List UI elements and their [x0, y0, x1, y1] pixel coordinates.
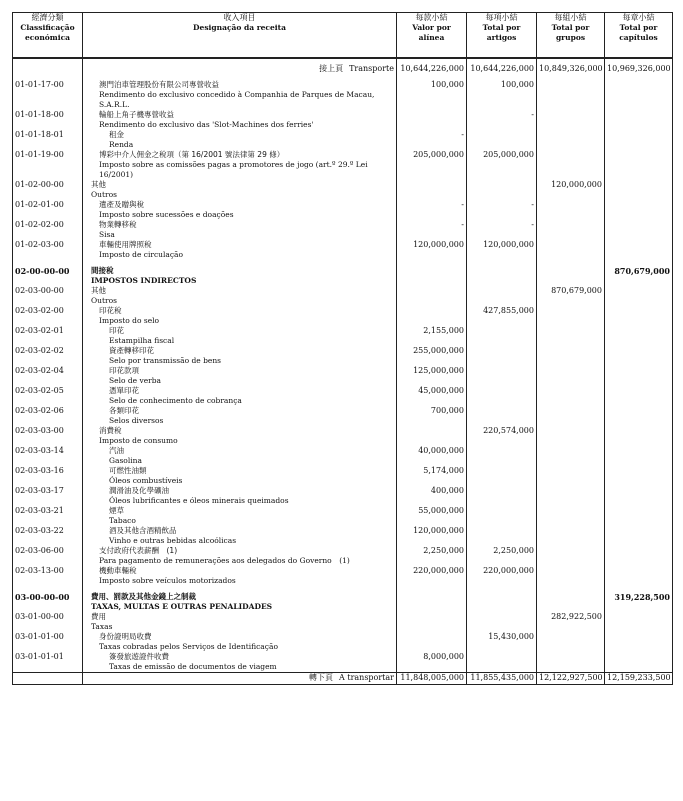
row-designation-zh: 印花 — [109, 325, 124, 335]
row-value-4 — [605, 130, 673, 150]
row-value-2 — [467, 446, 537, 466]
row-code: 02-03-02-00 — [13, 306, 83, 326]
table-row — [13, 240, 673, 260]
row-designation-zh: 租金 — [109, 129, 124, 139]
row-value-2 — [467, 266, 537, 286]
row-value-1 — [397, 612, 467, 632]
row-code: 02-03-03-16 — [13, 466, 83, 486]
row-value-3 — [537, 326, 605, 346]
row-designation-zh: 費用、罰款及其他金錢上之制裁 — [91, 591, 196, 601]
row-designation-pt: Taxas — [91, 621, 113, 631]
row-designation-zh: 其他 — [91, 285, 106, 295]
row-code: 02-03-03-22 — [13, 526, 83, 546]
row-value-2 — [467, 286, 537, 306]
row-designation-pt: Rendimento do exclusivo concedido à Companhia de Parques de Macau, S.A.R.L. — [99, 89, 375, 109]
row-value-2 — [467, 406, 537, 426]
transport-in-v4: 10,969,326,000 — [605, 64, 673, 80]
row-value-1: 8,000,000 — [397, 652, 467, 673]
header-artigos: 每項小結 Total por artigos — [467, 13, 537, 58]
table-row — [13, 592, 673, 612]
transport-out-v2: 11,855,435,000 — [467, 672, 537, 684]
row-designation — [83, 346, 397, 366]
row-code: 01-01-19-00 — [13, 150, 83, 180]
row-value-2: - — [467, 200, 537, 220]
row-value-2: - — [467, 220, 537, 240]
row-designation — [83, 486, 397, 506]
header-designation: 收入項目 Designação da receita — [83, 13, 397, 58]
row-value-4 — [605, 220, 673, 240]
row-designation — [83, 200, 397, 220]
row-value-1 — [397, 306, 467, 326]
row-code: 02-03-03-00 — [13, 426, 83, 446]
table-row — [13, 612, 673, 632]
row-designation-pt: Imposto sobre as comissões pagas a promotores de jogo (art.º 29.º Lei 16/2001) — [99, 159, 368, 179]
row-value-3 — [537, 386, 605, 406]
row-value-4 — [605, 80, 673, 110]
row-designation — [83, 150, 397, 180]
revenue-table — [12, 12, 673, 685]
row-value-2 — [467, 466, 537, 486]
row-designation-zh: 酒及其他含酒精飲品 — [109, 525, 177, 535]
row-value-2 — [467, 612, 537, 632]
transport-out-v4: 12,159,233,500 — [605, 672, 673, 684]
row-designation — [83, 286, 397, 306]
row-value-1: 700,000 — [397, 406, 467, 426]
table-row — [13, 130, 673, 150]
table-row — [13, 386, 673, 406]
row-designation-pt: Selo de conhecimento de cobrança — [109, 395, 242, 405]
row-value-1 — [397, 592, 467, 612]
row-code: 02-03-13-00 — [13, 566, 83, 586]
row-designation — [83, 426, 397, 446]
row-value-4 — [605, 346, 673, 366]
row-designation-pt: IMPOSTOS INDIRECTOS — [91, 275, 197, 285]
row-value-1 — [397, 180, 467, 200]
table-row — [13, 150, 673, 180]
row-code: 03-00-00-00 — [13, 592, 83, 612]
table-row — [13, 326, 673, 346]
row-designation — [83, 266, 397, 286]
row-designation — [83, 566, 397, 586]
row-designation-pt: Outros — [91, 295, 117, 305]
row-designation-pt: TAXAS, MULTAS E OUTRAS PENALIDADES — [91, 601, 273, 611]
row-code: 02-03-03-14 — [13, 446, 83, 466]
row-value-1: 2,250,000 — [397, 546, 467, 566]
row-value-2: 427,855,000 — [467, 306, 537, 326]
row-value-3 — [537, 566, 605, 586]
table-row — [13, 466, 673, 486]
table-row — [13, 200, 673, 220]
table-row — [13, 286, 673, 306]
row-code: 02-03-02-06 — [13, 406, 83, 426]
row-designation — [83, 180, 397, 200]
row-value-2 — [467, 130, 537, 150]
row-value-3 — [537, 220, 605, 240]
row-designation-pt: Outros — [91, 189, 117, 199]
row-designation — [83, 446, 397, 466]
row-value-3 — [537, 200, 605, 220]
row-value-1: 45,000,000 — [397, 386, 467, 406]
row-value-2: 220,000,000 — [467, 566, 537, 586]
table-row — [13, 426, 673, 446]
row-designation-pt: Vinho e outras bebidas alcoólicas — [109, 535, 237, 545]
row-value-3 — [537, 306, 605, 326]
table-row — [13, 566, 673, 586]
budget-page — [12, 12, 672, 792]
row-code: 01-02-03-00 — [13, 240, 83, 260]
row-code: 01-02-01-00 — [13, 200, 83, 220]
row-value-4 — [605, 466, 673, 486]
row-value-1: - — [397, 200, 467, 220]
row-code: 03-01-01-00 — [13, 632, 83, 652]
row-code: 02-00-00-00 — [13, 266, 83, 286]
row-code: 02-03-02-04 — [13, 366, 83, 386]
row-designation-zh: 憑單印花 — [109, 385, 139, 395]
row-value-3 — [537, 546, 605, 566]
row-code: 01-02-00-00 — [13, 180, 83, 200]
row-code: 01-01-17-00 — [13, 80, 83, 110]
row-value-4 — [605, 446, 673, 466]
row-value-1 — [397, 632, 467, 652]
transport-in-v1: 10,644,226,000 — [397, 64, 467, 80]
row-code: 01-02-02-00 — [13, 220, 83, 240]
row-value-3 — [537, 366, 605, 386]
row-value-4 — [605, 546, 673, 566]
row-value-1: 2,155,000 — [397, 326, 467, 346]
table-row — [13, 526, 673, 546]
row-designation-pt: Gasolina — [109, 455, 142, 465]
row-designation-zh: 費用 — [91, 611, 106, 621]
row-value-1 — [397, 266, 467, 286]
row-value-2 — [467, 386, 537, 406]
row-designation — [83, 632, 397, 652]
row-value-1: 220,000,000 — [397, 566, 467, 586]
row-designation-pt: Selo por transmissão de bens — [109, 355, 222, 365]
header-capitulos: 每章小結 Total por capítulos — [605, 13, 673, 58]
row-value-3: 870,679,000 — [537, 286, 605, 306]
row-code: 02-03-02-05 — [13, 386, 83, 406]
table-row — [13, 220, 673, 240]
row-value-1: 125,000,000 — [397, 366, 467, 386]
row-value-2: 15,430,000 — [467, 632, 537, 652]
row-code: 02-03-02-01 — [13, 326, 83, 346]
row-designation — [83, 466, 397, 486]
row-designation-zh: 潤滑油及化學礦油 — [109, 485, 169, 495]
transport-in-row — [13, 64, 673, 80]
row-value-2 — [467, 180, 537, 200]
table-row — [13, 406, 673, 426]
row-value-2: 220,574,000 — [467, 426, 537, 446]
table-row — [13, 346, 673, 366]
table-header — [13, 13, 673, 58]
row-value-4 — [605, 526, 673, 546]
row-value-4 — [605, 486, 673, 506]
row-value-2 — [467, 652, 537, 673]
row-value-1 — [397, 110, 467, 130]
row-designation-pt: Óleos combustíveis — [109, 475, 183, 485]
row-designation — [83, 386, 397, 406]
row-designation — [83, 546, 397, 566]
transport-out-v1: 11,848,005,000 — [397, 672, 467, 684]
row-value-3 — [537, 346, 605, 366]
row-designation — [83, 306, 397, 326]
transport-in-v3: 10,849,326,000 — [537, 64, 605, 80]
row-designation — [83, 80, 397, 110]
row-value-4 — [605, 366, 673, 386]
row-designation-pt: Estampilha fiscal — [109, 335, 175, 345]
row-value-3 — [537, 150, 605, 180]
table-row — [13, 632, 673, 652]
row-value-3 — [537, 506, 605, 526]
row-value-3: 282,922,500 — [537, 612, 605, 632]
row-code: 01-01-18-00 — [13, 110, 83, 130]
row-designation-zh: 簽發旅遊證件收費 — [109, 651, 169, 661]
row-code: 01-01-18-01 — [13, 130, 83, 150]
row-value-4: 870,679,000 — [605, 266, 673, 286]
row-value-3 — [537, 632, 605, 652]
row-value-1: - — [397, 220, 467, 240]
row-code: 03-01-01-01 — [13, 652, 83, 673]
row-designation-zh: 車輛使用牌照稅 — [99, 239, 152, 249]
row-designation-pt: Sisa — [99, 229, 115, 239]
row-value-2: 120,000,000 — [467, 240, 537, 260]
row-code: 02-03-02-02 — [13, 346, 83, 366]
row-value-1: 5,174,000 — [397, 466, 467, 486]
row-designation — [83, 652, 397, 673]
row-value-3: 120,000,000 — [537, 180, 605, 200]
row-value-2 — [467, 326, 537, 346]
row-value-1: 40,000,000 — [397, 446, 467, 466]
row-value-2 — [467, 506, 537, 526]
row-value-3 — [537, 446, 605, 466]
row-value-2 — [467, 526, 537, 546]
table-row — [13, 306, 673, 326]
row-code: 02-03-00-00 — [13, 286, 83, 306]
transport-in-v2: 10,644,226,000 — [467, 64, 537, 80]
row-designation-pt: Imposto sobre veículos motorizados — [99, 575, 236, 585]
row-value-1: 55,000,000 — [397, 506, 467, 526]
row-designation — [83, 612, 397, 632]
row-value-4 — [605, 150, 673, 180]
row-designation-zh: 煙草 — [109, 505, 124, 515]
transport-out-row — [13, 672, 673, 684]
row-designation-zh: 資產轉移印花 — [109, 345, 154, 355]
header-alinea: 每款小結 Valor por alínea — [397, 13, 467, 58]
row-designation-pt: Renda — [109, 139, 134, 149]
row-value-4 — [605, 506, 673, 526]
row-designation-zh: 汽油 — [109, 445, 124, 455]
row-value-1: 205,000,000 — [397, 150, 467, 180]
row-designation-zh: 印花款項 — [109, 365, 139, 375]
row-designation-pt: Óleos lubrificantes e óleos minerais queimados — [109, 495, 289, 505]
transport-out-label: 轉下頁 A transportar — [83, 672, 397, 684]
row-code: 02-03-06-00 — [13, 546, 83, 566]
row-designation-pt: Imposto de consumo — [99, 435, 178, 445]
row-value-4 — [605, 612, 673, 632]
row-designation — [83, 220, 397, 240]
row-designation-zh: 輪船上角子機專營收益 — [99, 109, 174, 119]
row-value-1: - — [397, 130, 467, 150]
row-code: 02-03-03-17 — [13, 486, 83, 506]
row-value-4 — [605, 406, 673, 426]
row-designation-pt: Tabaco — [109, 515, 136, 525]
row-designation-pt: Imposto sobre sucessões e doações — [99, 209, 234, 219]
row-value-3 — [537, 466, 605, 486]
row-designation-zh: 印花稅 — [99, 305, 122, 315]
row-designation-zh: 博彩中介人佣金之稅項（第 16/2001 號法律第 29 條） — [99, 149, 285, 159]
row-designation — [83, 326, 397, 346]
row-designation — [83, 506, 397, 526]
row-designation — [83, 592, 397, 612]
row-designation-zh: 機動車輛稅 — [99, 565, 137, 575]
row-value-3 — [537, 110, 605, 130]
row-value-4 — [605, 110, 673, 130]
row-designation — [83, 406, 397, 426]
table-row — [13, 446, 673, 466]
row-value-2: 205,000,000 — [467, 150, 537, 180]
row-designation-pt: Para pagamento de remunerações aos delegados do Governo (1) — [99, 555, 350, 565]
row-value-4 — [605, 426, 673, 446]
row-value-4 — [605, 306, 673, 326]
table-row — [13, 486, 673, 506]
row-value-3 — [537, 266, 605, 286]
row-designation — [83, 240, 397, 260]
row-designation-zh: 可燃性油類 — [109, 465, 147, 475]
row-value-2: - — [467, 110, 537, 130]
row-value-2: 100,000 — [467, 80, 537, 110]
table-row — [13, 546, 673, 566]
row-designation-pt: Imposto do selo — [99, 315, 160, 325]
row-value-1: 400,000 — [397, 486, 467, 506]
row-value-3 — [537, 652, 605, 673]
row-designation-zh: 其他 — [91, 179, 106, 189]
row-designation-zh: 消費稅 — [99, 425, 122, 435]
row-value-3 — [537, 240, 605, 260]
row-value-4 — [605, 286, 673, 306]
header-classification: 經濟分類 Classificação económica — [13, 13, 83, 58]
row-value-3 — [537, 526, 605, 546]
table-row — [13, 652, 673, 673]
row-designation-zh: 遺產及贈與稅 — [99, 199, 144, 209]
transport-out-v3: 12,122,927,500 — [537, 672, 605, 684]
row-value-3 — [537, 426, 605, 446]
row-value-4 — [605, 326, 673, 346]
row-designation — [83, 110, 397, 130]
row-designation-pt: Selo de verba — [109, 375, 162, 385]
row-designation-pt: Taxas de emissão de documentos de viagem — [109, 661, 277, 671]
row-value-3 — [537, 592, 605, 612]
row-value-1: 120,000,000 — [397, 240, 467, 260]
row-designation-zh: 身份證明局收費 — [99, 631, 152, 641]
row-designation — [83, 526, 397, 546]
row-value-4 — [605, 200, 673, 220]
row-value-3 — [537, 80, 605, 110]
row-value-4 — [605, 632, 673, 652]
row-designation-zh: 物業轉移稅 — [99, 219, 137, 229]
row-designation — [83, 130, 397, 150]
row-value-2: 2,250,000 — [467, 546, 537, 566]
row-value-4: 319,228,500 — [605, 592, 673, 612]
row-designation-pt: Selos diversos — [109, 415, 164, 425]
row-designation-zh: 各類印花 — [109, 405, 139, 415]
row-value-2 — [467, 366, 537, 386]
row-designation-pt: Rendimento do exclusivo das 'Slot-Machines dos ferries' — [99, 119, 314, 129]
row-code: 03-01-00-00 — [13, 612, 83, 632]
row-value-4 — [605, 652, 673, 673]
row-designation-pt: Taxas cobradas pelos Serviços de Identificação — [99, 641, 278, 651]
row-value-2 — [467, 486, 537, 506]
row-value-3 — [537, 406, 605, 426]
row-designation — [83, 366, 397, 386]
table-row — [13, 110, 673, 130]
row-value-4 — [605, 386, 673, 406]
row-value-3 — [537, 486, 605, 506]
table-row — [13, 80, 673, 110]
row-value-3 — [537, 130, 605, 150]
row-value-4 — [605, 180, 673, 200]
row-value-2 — [467, 592, 537, 612]
table-row — [13, 366, 673, 386]
row-value-1: 100,000 — [397, 80, 467, 110]
row-value-1 — [397, 286, 467, 306]
row-designation-pt: Imposto de circulação — [99, 249, 184, 259]
table-row — [13, 506, 673, 526]
header-grupos: 每組小結 Total por grupos — [537, 13, 605, 58]
row-designation-zh: 支付政府代表薪酬 (1) — [99, 545, 178, 555]
row-value-1: 255,000,000 — [397, 346, 467, 366]
row-value-1: 120,000,000 — [397, 526, 467, 546]
row-code: 02-03-03-21 — [13, 506, 83, 526]
row-designation-zh: 間接稅 — [91, 265, 114, 275]
row-value-1 — [397, 426, 467, 446]
row-value-2 — [467, 346, 537, 366]
row-value-4 — [605, 240, 673, 260]
row-value-4 — [605, 566, 673, 586]
transport-in-label: 接上頁 Transporte — [83, 64, 397, 80]
row-designation-zh: 澳門泊車管理股份有限公司專營收益 — [99, 79, 219, 89]
table-row — [13, 266, 673, 286]
table-row — [13, 180, 673, 200]
